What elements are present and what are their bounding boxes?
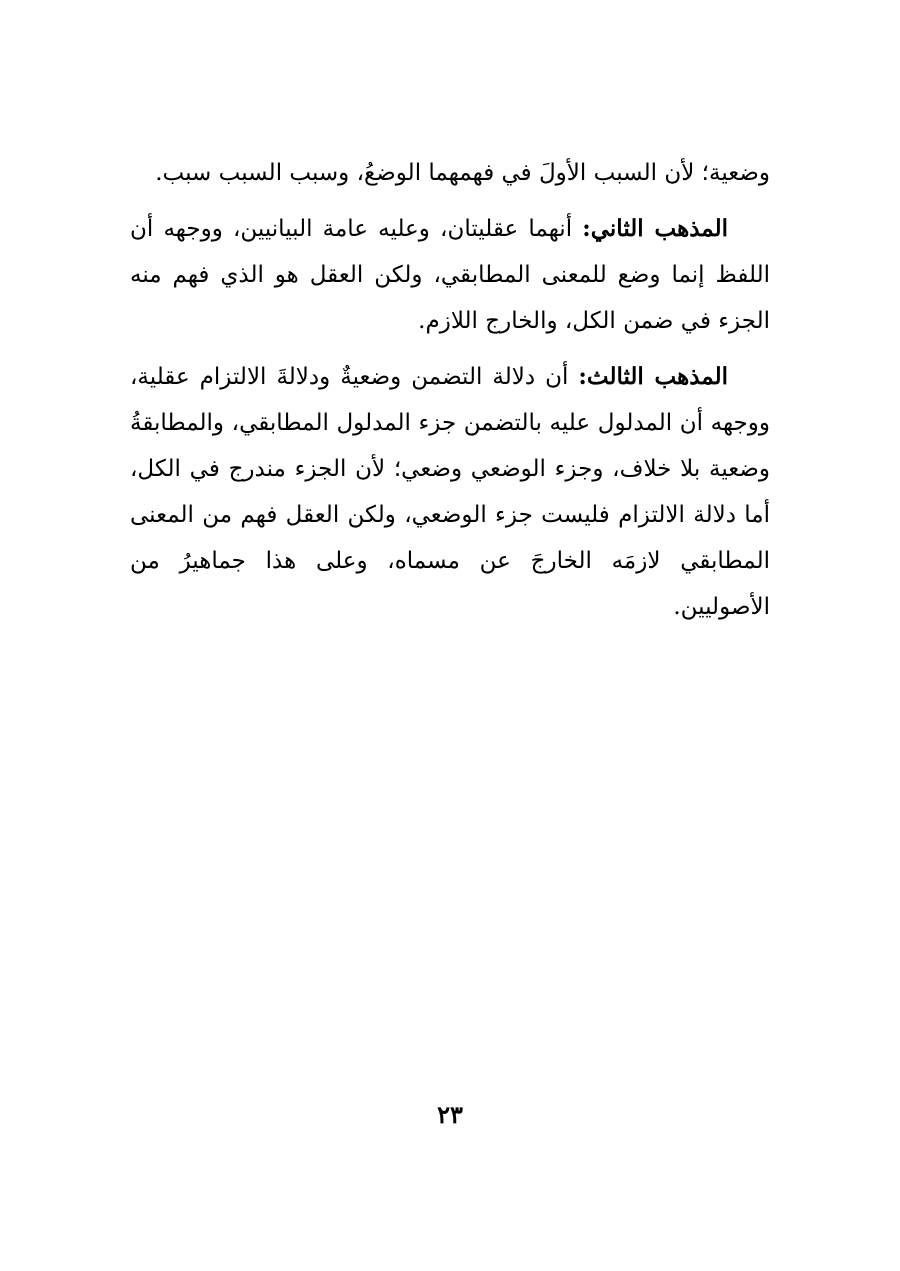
paragraph-continuation: [130, 150, 770, 196]
body-text: [130, 150, 770, 640]
page-number: ٢٣: [437, 1100, 463, 1129]
paragraph-2-text: أنهما عقليتان، وعليه عامة البيانيين، ووجهه أن اللفظ إنما وضع للمعنى المطابقي، ولكن العقل هو الذي فهم منه الجزء في ضمن الكل، والخارج اللازم.: [130, 216, 770, 334]
paragraph-third-doctrine: [130, 354, 770, 630]
paragraph-second-doctrine: [130, 206, 770, 344]
second-doctrine-term: المذهب الثاني:: [582, 215, 728, 242]
paragraph-1-text: وضعية؛ لأن السبب الأولَ في فهمهما الوضعُ، وسبب السبب سبب.: [155, 160, 770, 186]
paragraph-3-text: أن دلالة التضمن وضعيةٌ ودلالةَ الالتزام عقلية، ووجهه أن المدلول عليه بالتضمن جزء المدلول المطابقي، والمطابقةُ وضعية بلا خلاف، وجزء الوضعي وضعي؛ لأن الجزء مندرج في الكل، أما دلالة الالتزام فليست جزء الوضعي، ولكن العقل فهم من المعنى المطابقي لازمَه الخارجَ عن مسماه، وعلى هذا جماهيرُ من الأصوليين.: [130, 364, 770, 620]
third-doctrine-term: المذهب الثالث:: [578, 363, 729, 390]
